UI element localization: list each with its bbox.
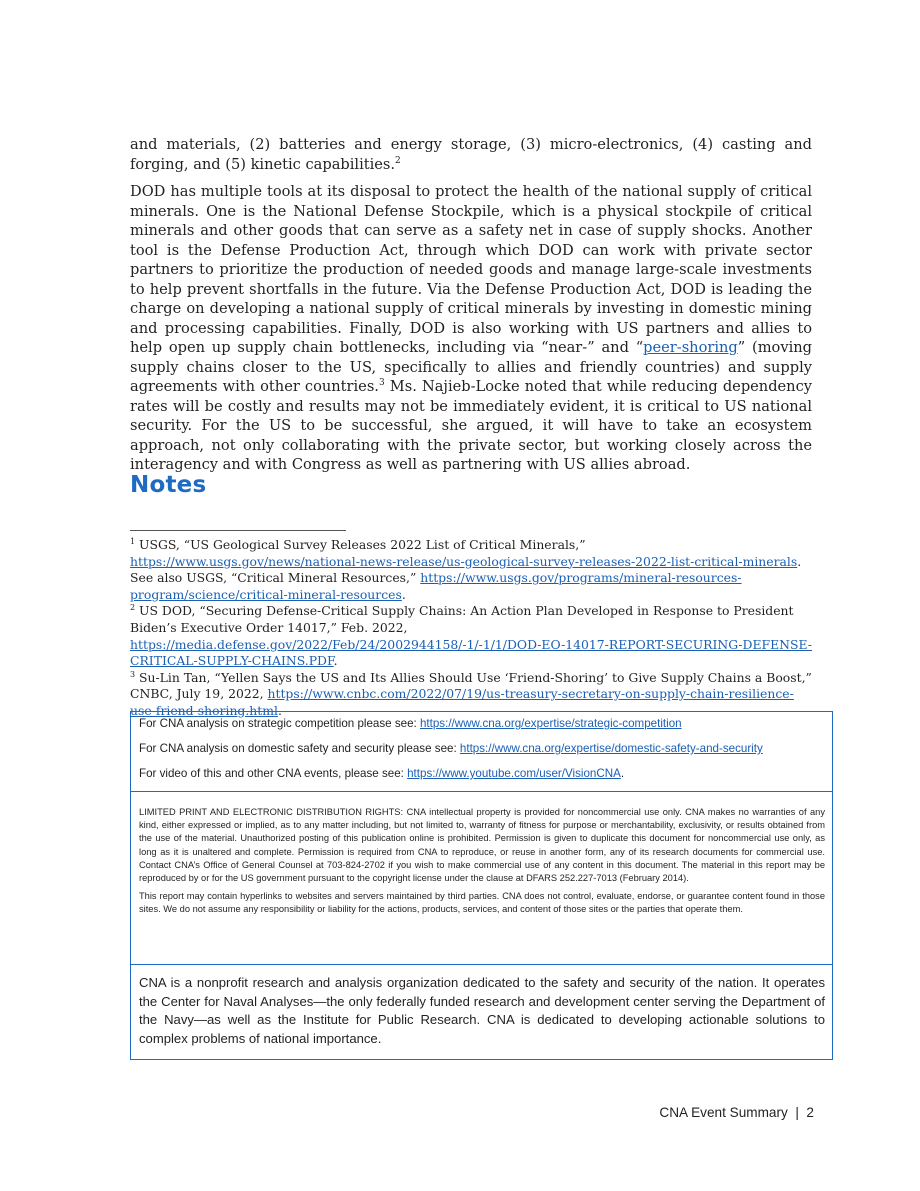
- footnote-link[interactable]: https://www.usgs.gov/news/national-news-release/us-geological-survey-releases-2022-list-critical-minerals: [130, 553, 798, 569]
- footnote-number: 1: [130, 537, 136, 546]
- footnote-ref[interactable]: 3: [378, 378, 385, 388]
- peer-shoring-link[interactable]: peer-shoring: [643, 339, 738, 356]
- paragraph-text: DOD has multiple tools at its disposal to protect the health of the national supply of critical minerals. One is the National Defense Stockpile, which is a physical stockpile of critical minerals and other goods that can serve as a safety net in case of supply shocks. Another tool is the Defense Production Act, through which DOD can work with private sector partners to prioritize the production of needed goods and manage large-scale investments to help prevent shortfalls in the future. Via the Defense Production Act, DOD is leading the charge on developing a national supply of critical minerals by investing in domestic mining and processing capabilities. Finally, DOD is also working with US partners and allies to help open up supply chain bottlenecks, including via “near-” and “: [130, 183, 812, 356]
- rights-paragraph: LIMITED PRINT AND ELECTRONIC DISTRIBUTION RIGHTS: CNA intellectual property is provided for noncommercial use only. CNA makes no warranties of any kind, either expressed or implied, as to any matter including, but not limited to, warranty of fitness for purpose or merchantability, exclusivity, or results obtained from the use of the material. Unauthorized posting of this publication online is prohibited. Permission is given to duplicate this document for noncommercial use only, as long as it is unaltered and complete. Permission is required from CNA to reproduce, or reuse in another form, any of its research documents for commercial use. Contact CNA’s Office of General Counsel at 703-824-2702 if you wish to make commercial use of any content in this document. The material in this report may be reproduced by or for the US government pursuant to the copyright license under the clause at DFARS 252.227-7013 (February 2014).: [139, 807, 825, 884]
- footnote-number: 3: [130, 669, 136, 679]
- hyperlink-disclaimer: This report may contain hyperlinks to websites and servers maintained by third parties. CNA does not control, evaluate, endorse, or guarantee content found in those sites. We do not assume any responsibility or liability for the actions, products, services, and content of those sites or the parties that operate them.: [139, 891, 825, 915]
- strategic-competition-link[interactable]: https://www.cna.org/expertise/strategic-competition: [419, 717, 682, 730]
- footnote-link[interactable]: https://www.usgs.gov/programs/mineral-resources-program/science/critical-mineral-resources: [130, 570, 742, 602]
- footnote-1: [130, 537, 814, 603]
- link-line: [139, 716, 824, 732]
- about-cna-text: CNA is a nonprofit research and analysis organization dedicated to the safety and security of the nation. It operates the Center for Naval Analyses—the only federally funded research and development center serving the Department of the Navy—as well as the Institute for Public Research. CNA is dedicated to developing actionable solutions to complex problems of national importance.: [139, 975, 825, 1046]
- link-label: For video of this and other CNA events, please see:: [139, 767, 408, 780]
- footnote-divider: [130, 530, 346, 531]
- paragraph-text: and materials, (2) batteries and energy storage, (3) micro-electronics, (4) casting and forging, and (5) kinetic capabilities.: [130, 136, 812, 173]
- footnote-link[interactable]: https://media.defense.gov/2022/Feb/24/2002944158/-1/-1/1/DOD-EO-14017-REPORT-SECURING-DEFENSE-CRITICAL-SUPPLY-CHAINS.PDF: [130, 636, 812, 669]
- page-footer: CNA Event Summary | 2: [659, 1105, 814, 1120]
- about-cna-box: [130, 964, 833, 1060]
- footnote-text: USGS, “US Geological Survey Releases 2022 List of Critical Minerals,”: [135, 537, 586, 552]
- body-paragraph-1: [130, 135, 812, 174]
- footnote-text: . See also USGS, “Critical Mineral Resources,”: [130, 553, 802, 586]
- youtube-link[interactable]: https://www.youtube.com/user/VisionCNA: [407, 767, 621, 780]
- distribution-rights-box: [130, 791, 833, 965]
- link-line: [139, 766, 824, 782]
- paragraph-text: Ms. Najieb-Locke noted that while reducing dependency rates will be costly and results may not be immediately evident, it is critical to US national security. For the US to be successful, she argued, it will have to take an ecosystem approach, not only collaborating with the private sector, but working closely across the interagency and with Congress as well as partnering with US allies abroad.: [130, 378, 812, 473]
- footnote-text: .: [333, 653, 338, 669]
- footnotes-list: [130, 537, 814, 720]
- paragraph-text: ” (moving supply chains closer to the US, specifically to allies and friendly countries) and supply agreements with other countries.: [130, 339, 812, 395]
- footnote-text: US DOD, “Securing Defense-Critical Supply Chains: An Action Plan Developed in Response to President Biden’s Executive Order 14017,” Feb. 2022,: [130, 603, 794, 635]
- footnote-link[interactable]: https://www.cnbc.com/2022/07/19/us-treasury-secretary-on-supply-chain-resilience-use-friend-shoring.html: [130, 686, 794, 718]
- footnote-text: Su-Lin Tan, “Yellen Says the US and Its Allies Should Use ‘Friend-Shoring’ to Give Supply Chains a Boost,” CNBC, July 19, 2022,: [130, 669, 812, 702]
- link-label: For CNA analysis on domestic safety and security please see:: [139, 742, 460, 755]
- footnote-text: .: [277, 702, 282, 718]
- footnote-2: [130, 603, 814, 669]
- cna-links-box: [130, 711, 833, 792]
- link-line: [139, 741, 824, 757]
- link-label: For CNA analysis on strategic competition please see:: [139, 717, 420, 730]
- footnote-number: 2: [130, 603, 136, 613]
- footnote-ref[interactable]: 2: [395, 155, 401, 166]
- notes-heading: Notes: [130, 472, 207, 498]
- body-paragraph-2: [130, 182, 812, 475]
- footnote-text: .: [401, 586, 406, 602]
- link-suffix: .: [620, 767, 625, 780]
- domestic-safety-link[interactable]: https://www.cna.org/expertise/domestic-safety-and-security: [459, 742, 763, 755]
